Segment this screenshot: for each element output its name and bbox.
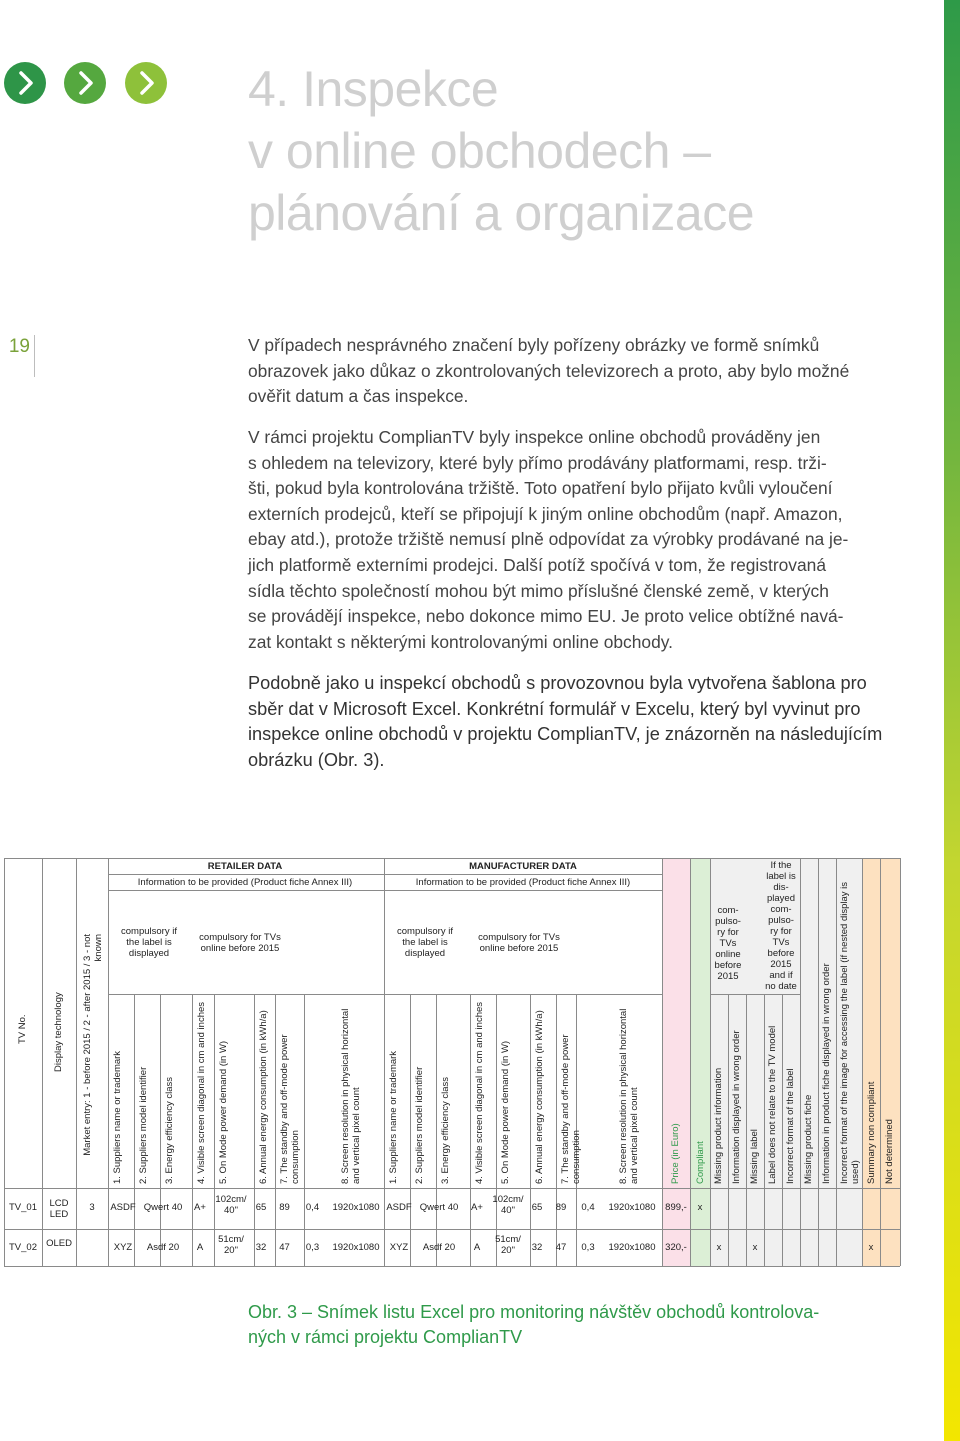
- cell-retailer-1: ASDF: [110, 1202, 136, 1213]
- cell-issue-3: x: [752, 1242, 758, 1253]
- cell-manufacturer-4: 51cm/ 20": [495, 1234, 521, 1256]
- text-line: ebay atd.), protože tržiště nemusí plně odpovídat za výrobky prodávané na je-: [248, 529, 849, 550]
- column-header-manufacturer-6: 6. Annual energy consumption (in kWh/a): [534, 1010, 545, 1184]
- table-rule: [746, 994, 747, 1266]
- manufacturer-annex-note: Information to be provided (Product fiche Annex III): [415, 877, 631, 888]
- column-header-manufacturer-1: 1. Suppliers name or trademark: [388, 1050, 399, 1184]
- table-rule: [782, 994, 783, 1266]
- table-rule: [496, 994, 497, 1266]
- retailer-compulsory-label: compulsory if the label is displayed: [121, 926, 177, 959]
- text-line: obrázku (Obr. 3).: [248, 749, 385, 770]
- cell-market-entry: 3: [89, 1202, 95, 1213]
- column-header-retailer-7: 7. The standby and off-mode power consumption: [279, 1034, 301, 1184]
- cell-manufacturer-1: ASDF: [386, 1202, 412, 1213]
- table-rule: [254, 994, 255, 1266]
- table-rule: [764, 994, 765, 1266]
- column-header-issue-9: Summary non compliant: [866, 1081, 877, 1184]
- column-header-market-entry: Market entry: 1 - before 2015 / 2 - after 2015 / 3 - not known: [82, 934, 104, 1156]
- table-rule: [556, 994, 557, 1266]
- column-header-retailer-1: 1. Suppliers name or trademark: [112, 1050, 123, 1184]
- cell-manufacturer-4: 102cm/ 40": [492, 1194, 524, 1216]
- column-header-retailer-3: 3. Energy efficiency class: [164, 1076, 175, 1184]
- cell-manufacturer-8: 1920x1080: [608, 1202, 656, 1213]
- cell-retailer-2: Asdf 20: [146, 1242, 180, 1253]
- cell-issue-1: x: [716, 1242, 722, 1253]
- text-line: obrazovek jako důkaz o zkontrolovaných televizorech a proto, aby bylo možné: [248, 360, 850, 381]
- if-label-note: If the label is dis- played com- pulso- ry for TVs before 2015 and if no date: [765, 860, 797, 992]
- cell-retailer-3: A: [196, 1242, 204, 1253]
- cell-manufacturer-2: Qwert 40: [419, 1202, 459, 1213]
- column-header-issue-8: Incorrect format of the image for accessing the label (if nested display is used): [839, 881, 861, 1184]
- column-header-retailer-5: 5. On Mode power demand (in W): [218, 1040, 229, 1184]
- cell-price: 320,-: [665, 1242, 687, 1253]
- table-rule: [710, 994, 800, 995]
- text-line: šti, pokud byla kontrolována tržiště. Toto opatření bylo přijato kvůli vyloučení: [248, 478, 833, 499]
- column-header-manufacturer-3: 3. Energy efficiency class: [440, 1076, 451, 1184]
- cell-price: 899,-: [665, 1202, 687, 1213]
- cell-retailer-7: 0,4: [305, 1202, 320, 1213]
- cell-display-technology: OLED: [46, 1238, 72, 1249]
- column-header-price: Price (in Euro): [670, 1123, 681, 1184]
- column-header-manufacturer-4: 4. Visible screen diagonal in cm and inches: [474, 1001, 485, 1184]
- cell-tv-no: TV_01: [9, 1202, 37, 1213]
- column-header-display-technology: Display technology: [53, 992, 64, 1072]
- title-line: 4. Inspekce: [248, 61, 499, 117]
- cell-manufacturer-1: XYZ: [389, 1242, 409, 1253]
- retailer-compulsory-tv-label: compulsory for TVs online before 2015: [199, 932, 281, 954]
- table-rule: [108, 874, 662, 875]
- table-rule: [214, 994, 215, 1266]
- text-line: Podobně jako u inspekcí obchodů s provozovnou byla vytvořena šablona pro: [248, 673, 867, 693]
- table-rule: [436, 994, 437, 1266]
- table-rule: [134, 994, 135, 1266]
- cell-compliant: x: [697, 1202, 703, 1213]
- cell-retailer-1: XYZ: [113, 1242, 133, 1253]
- table-rule: [160, 994, 161, 1266]
- column-header-issue-3: Missing label: [749, 1129, 760, 1184]
- cell-retailer-8: 1920x1080: [332, 1242, 380, 1253]
- cell-display-technology: LCD LED: [49, 1198, 69, 1220]
- table-rule: [4, 1229, 900, 1230]
- cell-retailer-5: 32: [255, 1242, 267, 1253]
- table-rule: [192, 994, 193, 1266]
- column-header-issue-4: Label does not relate to the TV model: [767, 1025, 778, 1184]
- retailer-data-header: RETAILER DATA: [207, 861, 283, 872]
- page-number: 19: [8, 336, 30, 357]
- column-header-issue-2: Information displayed in wrong order: [731, 1030, 742, 1184]
- table-rule: [728, 994, 729, 1266]
- cell-manufacturer-2: Asdf 20: [422, 1242, 456, 1253]
- table-rule: [862, 858, 863, 1266]
- cell-retailer-6: 47: [279, 1242, 290, 1253]
- figure-caption: [248, 1300, 888, 1350]
- table-rule: [900, 858, 901, 1266]
- column-header-manufacturer-7: 7. The standby and off-mode power consumption: [560, 1034, 582, 1184]
- cell-manufacturer-3: A+: [471, 1202, 483, 1213]
- cell-manufacturer-6: 89: [555, 1202, 567, 1213]
- cell-issue-9: x: [868, 1242, 874, 1253]
- cell-manufacturer-5: 32: [531, 1242, 543, 1253]
- text-line: jich platformě externími prodejci. Další potíž spočívá v tom, že registrovaná: [248, 554, 826, 575]
- caption-line: Obr. 3 – Snímek listu Excel pro monitoring návštěv obchodů kontrolova-: [248, 1302, 820, 1322]
- text-line: sídla těchto společností mohou být mimo příslušné členské země, v kterých: [248, 580, 829, 601]
- table-rule: [880, 858, 881, 1266]
- retailer-annex-note: Information to be provided (Product fiche Annex III): [137, 877, 353, 888]
- table-rule: [304, 994, 305, 1266]
- table-rule: [4, 1188, 900, 1189]
- column-header-manufacturer-5: 5. On Mode power demand (in W): [500, 1040, 511, 1184]
- column-header-issue-10: Not determined: [884, 1119, 895, 1184]
- table-rule: [410, 994, 411, 1266]
- cell-retailer-2: Qwert 40: [143, 1202, 183, 1213]
- column-header-retailer-4: 4. Visible screen diagonal in cm and inches: [196, 1001, 207, 1184]
- column-header-retailer-6: 6. Annual energy consumption (in kWh/a): [258, 1010, 269, 1184]
- column-header-issue-6: Missing product fiche: [803, 1094, 814, 1184]
- table-rule: [710, 858, 711, 1266]
- manufacturer-compulsory-tv-label: compulsory for TVs online before 2015: [478, 932, 560, 954]
- caption-line: ných v rámci projektu ComplianTV: [248, 1327, 523, 1347]
- text-line: inspekce online obchodů v projektu ComplianTV, je znázorněn na následujícím: [248, 724, 883, 745]
- column-header-manufacturer-2: 2. Suppliers model identifier: [414, 1066, 425, 1184]
- column-header-manufacturer-8: 8. Screen resolution in physical horizontal and vertical pixel count: [618, 1008, 640, 1184]
- text-line: V případech nesprávného značení byly pořízeny obrázky ve formě snímků: [248, 335, 820, 355]
- table-rule: [530, 994, 531, 1266]
- cell-manufacturer-8: 1920x1080: [608, 1242, 656, 1253]
- column-header-compliant: Compliant: [695, 1141, 706, 1184]
- text-line: zat kontakt s některými kontrolovanými online obchody.: [248, 631, 673, 652]
- cell-retailer-7: 0,3: [305, 1242, 320, 1253]
- cell-manufacturer-6: 47: [555, 1242, 567, 1253]
- cell-retailer-4: 102cm/ 40": [215, 1194, 247, 1216]
- text-line: V rámci projektu ComplianTV byly inspekce online obchodů prováděny jen: [248, 427, 821, 447]
- manufacturer-data-header: MANUFACTURER DATA: [469, 861, 577, 872]
- cell-retailer-3: A+: [194, 1202, 206, 1213]
- text-line: ověřit datum a čas inspekce.: [248, 386, 469, 407]
- table-rule: [108, 890, 662, 891]
- manufacturer-compulsory-label: compulsory if the label is displayed: [397, 926, 453, 959]
- text-line: sběr dat v Microsoft Excel. Konkrétní formulář v Excelu, který byl vyvinut pro: [248, 698, 861, 719]
- table-rule: [800, 858, 801, 1266]
- column-header-issue-5: Incorrect format of the label: [785, 1068, 796, 1184]
- column-header-retailer-2: 2. Suppliers model identifier: [138, 1066, 149, 1184]
- column-header-issue-7: Information in product fiche displayed in wrong order: [821, 963, 832, 1184]
- column-header-retailer-8: 8. Screen resolution in physical horizontal and vertical pixel count: [340, 1008, 362, 1184]
- cell-retailer-6: 89: [279, 1202, 290, 1213]
- column-header-tv-no: TV No.: [17, 1014, 28, 1044]
- title-line: v online obchodech –: [248, 123, 711, 179]
- cell-retailer-8: 1920x1080: [332, 1202, 380, 1213]
- cell-retailer-5: 65: [255, 1202, 267, 1213]
- table-rule: [4, 858, 900, 859]
- text-line: externích prodejců, kteří se připojují k jiným online obchodům (např. Amazon,: [248, 503, 843, 524]
- cell-manufacturer-3: A: [473, 1242, 481, 1253]
- cell-manufacturer-7: 0,4: [581, 1202, 595, 1213]
- price-compulsory-label: com- pulso- ry for TVs online before 2015: [714, 905, 742, 982]
- table-rule: [275, 994, 276, 1266]
- cell-tv-no: TV_02: [9, 1242, 37, 1253]
- text-line: s ohledem na televizory, které byly přímo prodávány platformami, resp. trži-: [248, 452, 827, 473]
- cell-manufacturer-5: 65: [531, 1202, 543, 1213]
- cell-manufacturer-7: 0,3: [581, 1242, 595, 1253]
- cell-retailer-4: 51cm/ 20": [218, 1234, 244, 1256]
- table-rule: [836, 858, 837, 1266]
- table-rule: [818, 858, 819, 1266]
- text-line: se provádějí inspekce, nebo dokonce mimo EU. Je proto velice obtížné navá-: [248, 606, 844, 627]
- title-line: plánování a organizace: [248, 185, 755, 241]
- table-rule: [470, 994, 471, 1266]
- column-header-issue-1: Missing product information: [713, 1067, 724, 1184]
- table-rule: [4, 1266, 900, 1267]
